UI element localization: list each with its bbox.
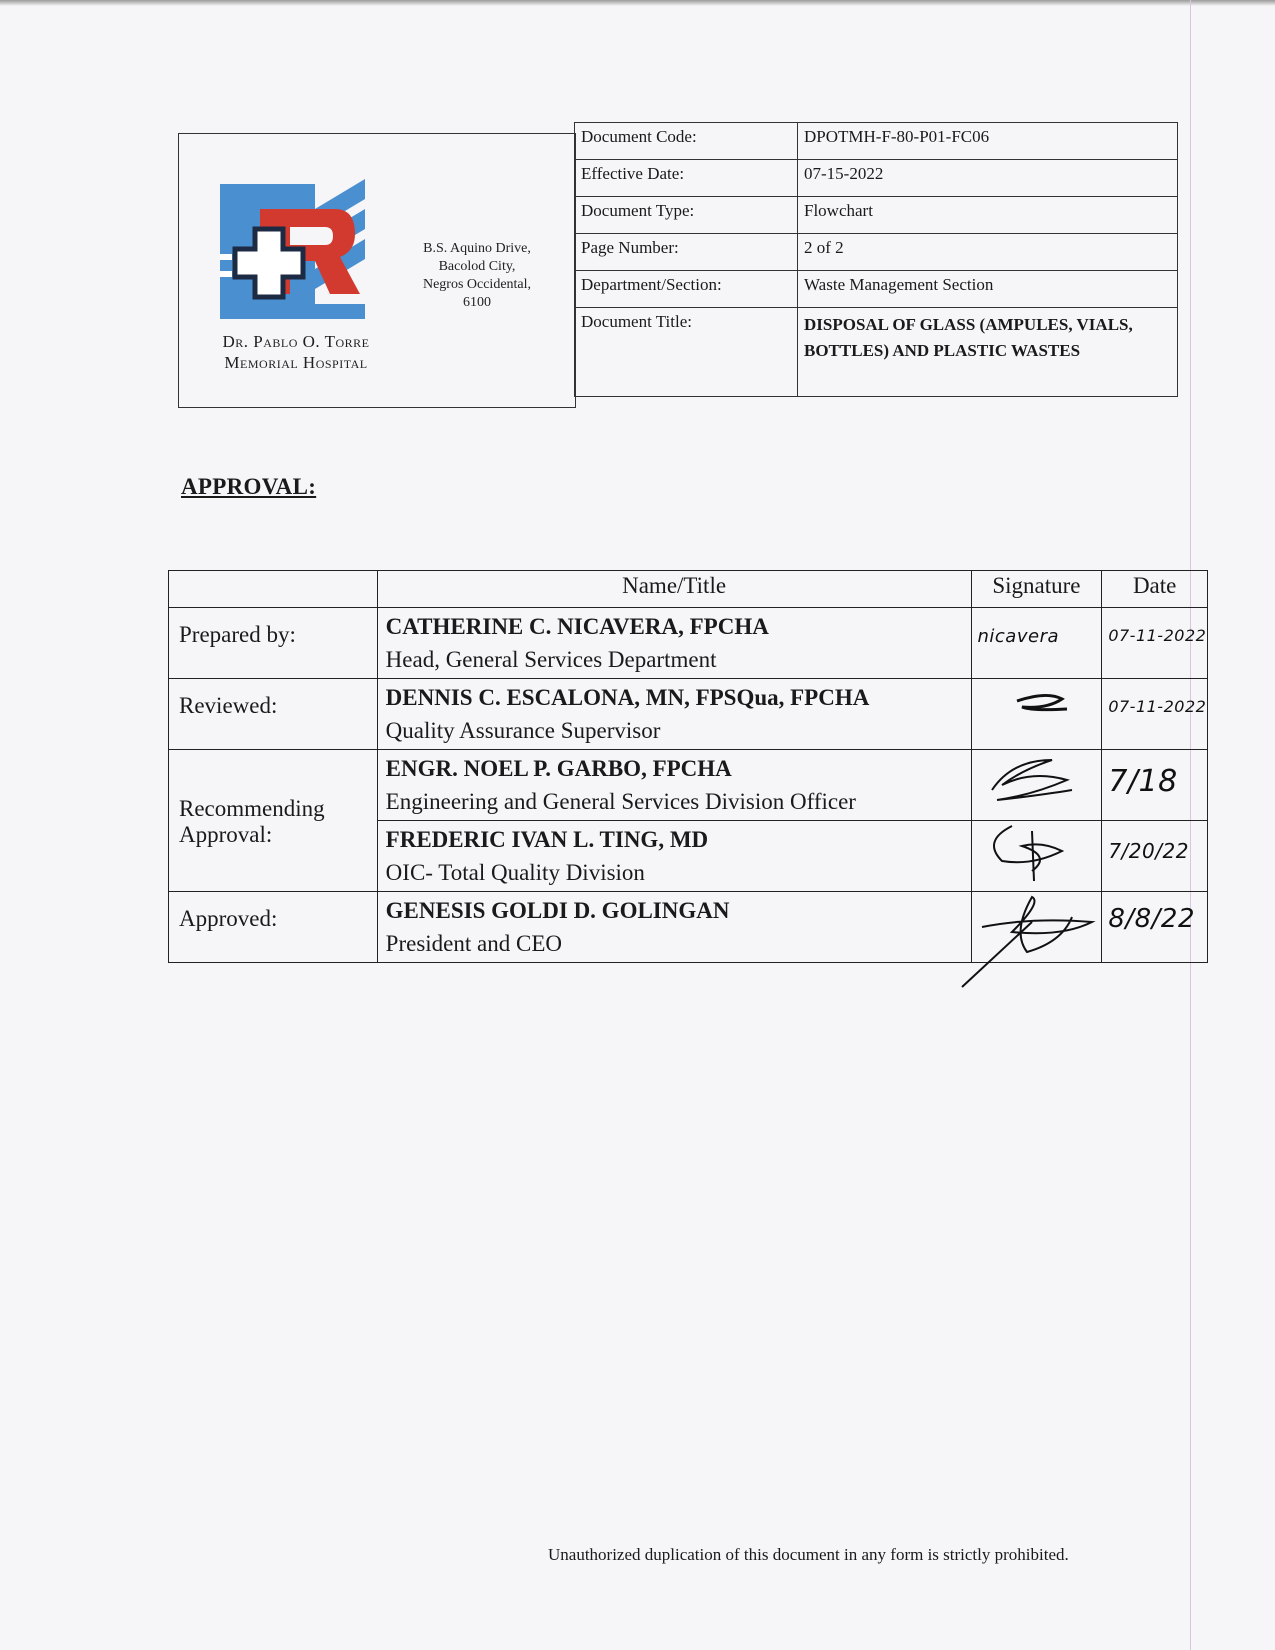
address-line: 6100 bbox=[463, 295, 491, 310]
signatory-name: DENNIS C. ESCALONA, MN, FPSQua, FPCHA bbox=[385, 685, 870, 710]
signature-mark bbox=[972, 892, 1102, 956]
hospital-name-line1: Dr. Pablo O. Torre bbox=[222, 332, 370, 351]
info-key: Page Number: bbox=[575, 234, 798, 271]
info-row bbox=[575, 123, 1178, 160]
signature-cell bbox=[971, 892, 1102, 963]
signatory-title: Head, General Services Department bbox=[385, 647, 717, 672]
role-column-header bbox=[169, 571, 378, 608]
date-handwritten: 7/18 bbox=[1108, 764, 1178, 799]
date-column-header: Date bbox=[1102, 571, 1208, 608]
approval-row-recommending-1 bbox=[169, 750, 1208, 821]
address-line: Negros Occidental, bbox=[422, 277, 532, 292]
footer-notice: Unauthorized duplication of this document in any form is strictly prohibited. bbox=[548, 1545, 1069, 1564]
signatory-name: GENESIS GOLDI D. GOLINGAN bbox=[385, 898, 730, 923]
date-cell bbox=[1102, 821, 1208, 892]
name-title-cell bbox=[377, 750, 971, 821]
signatory-name: CATHERINE C. NICAVERA, FPCHA bbox=[385, 614, 769, 639]
info-key: Document Type: bbox=[575, 197, 798, 234]
name-title-cell bbox=[377, 608, 971, 679]
date-handwritten: 7/20/22 bbox=[1108, 839, 1189, 863]
signatory-title: President and CEO bbox=[385, 931, 562, 956]
role-label: Prepared by: bbox=[169, 608, 378, 679]
info-key: Department/Section: bbox=[575, 271, 798, 308]
role-label: Approved: bbox=[169, 892, 378, 963]
signature-mark bbox=[972, 821, 1102, 889]
signature-cell bbox=[971, 679, 1102, 750]
department-section: Waste Management Section bbox=[798, 271, 1178, 308]
signatory-title: OIC- Total Quality Division bbox=[385, 860, 645, 885]
approval-header-row bbox=[169, 571, 1208, 608]
date-cell bbox=[1102, 750, 1208, 821]
hospital-name-line2: Memorial Hospital bbox=[224, 353, 368, 372]
approval-row-approved bbox=[169, 892, 1208, 963]
signatory-name: ENGR. NOEL P. GARBO, FPCHA bbox=[385, 756, 732, 781]
document-code: DPOTMH-F-80-P01-FC06 bbox=[798, 123, 1178, 160]
document-title: DISPOSAL OF GLASS (AMPULES, VIALS, BOTTLES) AND PLASTIC WASTES bbox=[798, 308, 1178, 397]
role-label: Reviewed: bbox=[169, 679, 378, 750]
approval-row-prepared bbox=[169, 608, 1208, 679]
approval-table bbox=[168, 570, 1208, 963]
name-title-cell bbox=[377, 679, 971, 750]
signatory-name: FREDERIC IVAN L. TING, MD bbox=[385, 827, 709, 852]
address-line: B.S. Aquino Drive, bbox=[423, 241, 531, 256]
name-title-column-header: Name/Title bbox=[377, 571, 971, 608]
info-row bbox=[575, 197, 1178, 234]
signatory-title: Quality Assurance Supervisor bbox=[385, 718, 661, 743]
hospital-address bbox=[403, 240, 551, 312]
signature-handwritten: nicavera bbox=[977, 626, 1059, 647]
signature-cell bbox=[971, 821, 1102, 892]
name-title-cell bbox=[377, 892, 971, 963]
date-cell bbox=[1102, 679, 1208, 750]
signatory-title: Engineering and General Services Division Officer bbox=[385, 789, 856, 814]
signature-mark bbox=[972, 750, 1102, 818]
effective-date: 07-15-2022 bbox=[798, 160, 1178, 197]
info-key: Document Code: bbox=[575, 123, 798, 160]
name-title-cell bbox=[377, 821, 971, 892]
scan-shadow bbox=[0, 0, 1275, 6]
date-cell bbox=[1102, 608, 1208, 679]
info-key: Document Title: bbox=[575, 308, 798, 397]
date-handwritten: 07-11-2022 bbox=[1108, 697, 1207, 716]
signature-column-header: Signature bbox=[971, 571, 1102, 608]
document-info-table bbox=[574, 122, 1178, 397]
signature-cell bbox=[971, 608, 1102, 679]
approval-heading: APPROVAL: bbox=[181, 474, 317, 499]
document-type: Flowchart bbox=[798, 197, 1178, 234]
info-row bbox=[575, 308, 1178, 397]
date-handwritten: 8/8/22 bbox=[1108, 904, 1195, 934]
hospital-logo bbox=[215, 179, 365, 329]
date-handwritten: 07-11-2022 bbox=[1108, 626, 1207, 645]
role-label: Recommending Approval: bbox=[169, 750, 378, 892]
approval-row-reviewed bbox=[169, 679, 1208, 750]
signature-cell bbox=[971, 750, 1102, 821]
header-logo-box bbox=[178, 133, 576, 408]
hospital-name bbox=[191, 331, 401, 373]
signature-mark bbox=[972, 679, 1102, 743]
address-line: Bacolod City, bbox=[438, 259, 516, 274]
info-row bbox=[575, 271, 1178, 308]
page-number: 2 of 2 bbox=[798, 234, 1178, 271]
info-row bbox=[575, 160, 1178, 197]
info-key: Effective Date: bbox=[575, 160, 798, 197]
info-row bbox=[575, 234, 1178, 271]
date-cell bbox=[1102, 892, 1208, 963]
